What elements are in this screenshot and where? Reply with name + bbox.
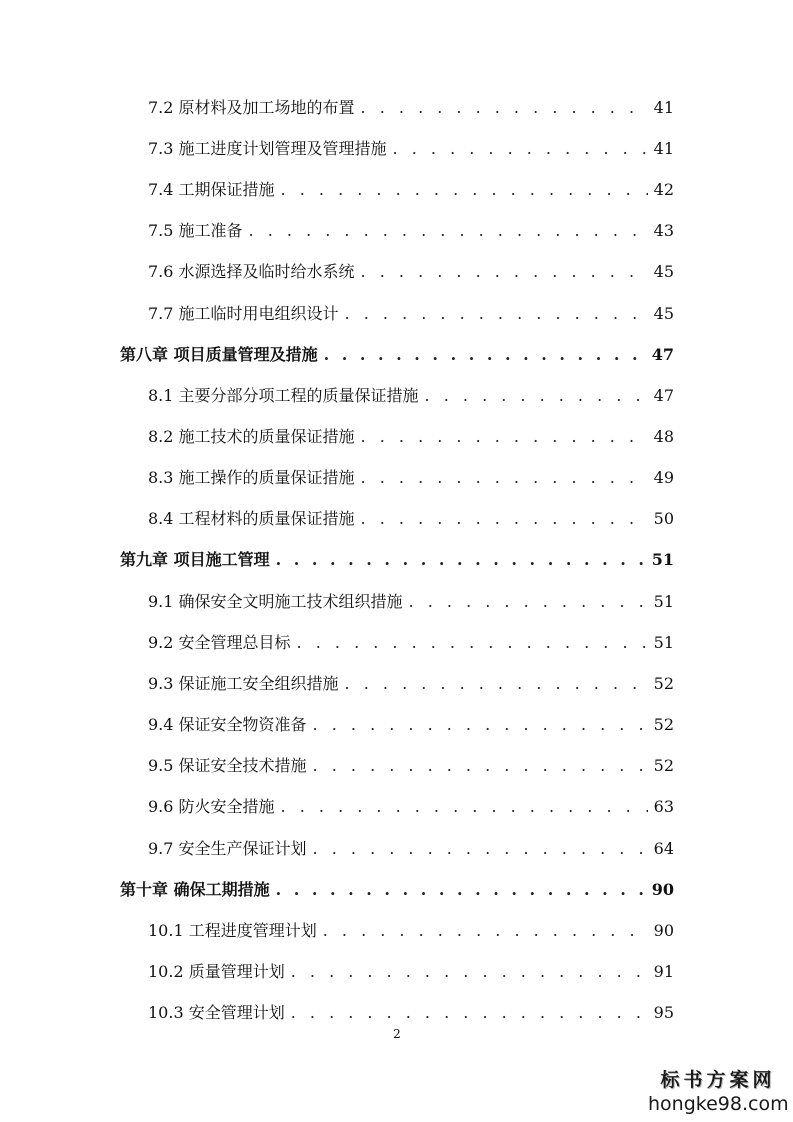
toc-entry-title: 8.4 工程材料的质量保证措施 [148,509,355,528]
toc-entry-title: 9.6 防火安全措施 [148,797,275,816]
toc-entry [148,302,674,326]
toc-entry [148,384,674,408]
toc-entry-page: 51 [653,633,674,652]
toc-entry-title: 7.5 施工准备 [148,221,243,240]
toc-entry [148,713,674,737]
toc-entry-title: 7.4 工期保证措施 [148,180,275,199]
toc-entry-page: 49 [653,468,674,487]
toc-entry [148,507,674,531]
toc-entry-page: 41 [653,98,674,117]
toc-entry-title: 9.2 安全管理总目标 [148,633,291,652]
toc-entry-title: 7.2 原材料及加工场地的布置 [148,98,355,117]
toc-entry [148,1001,674,1025]
toc-entry [148,260,674,284]
toc-entry [148,919,674,943]
toc-entry-title: 9.1 确保安全文明施工技术组织措施 [148,592,403,611]
toc-entry-page: 90 [653,921,674,940]
toc-entry [148,219,674,243]
toc-entry-title: 10.1 工程进度管理计划 [148,921,317,940]
toc-entry-title: 8.3 施工操作的质量保证措施 [148,468,355,487]
dot-leader [409,590,648,614]
toc-entry [148,96,674,120]
toc-entry-page: 52 [653,715,674,734]
dot-leader [313,837,648,861]
dot-leader [313,754,648,778]
toc-entry-title: 9.4 保证安全物资准备 [148,715,307,734]
dot-leader [291,960,648,984]
dot-leader [323,919,648,943]
toc-entry-title: 第九章 项目施工管理 [120,550,270,569]
dot-leader [297,631,648,655]
toc-entry-page: 52 [653,674,674,693]
dot-leader [361,466,648,490]
toc-entry-title: 10.2 质量管理计划 [148,962,285,981]
toc-entry-page: 64 [653,839,674,858]
toc-entry [148,425,674,449]
toc-entry [148,590,674,614]
toc-entry-title: 第十章 确保工期措施 [120,880,270,899]
toc-entry-title: 7.6 水源选择及临时给水系统 [148,262,355,281]
toc-entry-title: 8.2 施工技术的质量保证措施 [148,427,355,446]
toc-entry-page: 95 [653,1003,674,1022]
dot-leader [393,137,648,161]
watermark-url: hongke98.com [648,1093,789,1115]
toc-entry-page: 90 [651,880,674,899]
toc-entry-title: 7.3 施工进度计划管理及管理措施 [148,139,387,158]
toc-entry-page: 47 [651,345,674,364]
toc-entry-page: 43 [653,221,674,240]
watermark [648,1068,788,1118]
toc-entry-page: 48 [653,427,674,446]
toc-entry [148,466,674,490]
toc-entry-page: 50 [653,509,674,528]
dot-leader [281,178,648,202]
dot-leader [249,219,648,243]
dot-leader [276,878,646,902]
toc-entry-page: 42 [653,180,674,199]
toc-chapter-entry [120,343,674,367]
dot-leader [291,1001,648,1025]
dot-leader [324,343,646,367]
toc-entry [148,960,674,984]
dot-leader [361,507,648,531]
dot-leader [425,384,648,408]
watermark-name: 标书方案网 [660,1069,776,1091]
toc-chapter-entry [120,548,674,572]
toc-entry-title: 9.7 安全生产保证计划 [148,839,307,858]
dot-leader [361,425,648,449]
toc-entry-title: 8.1 主要分部分项工程的质量保证措施 [148,386,419,405]
dot-leader [281,795,648,819]
dot-leader [361,96,648,120]
toc-entry [148,137,674,161]
toc-entry [148,178,674,202]
toc-entry-page: 51 [651,550,674,569]
toc-entry [148,754,674,778]
toc-entry [148,672,674,696]
toc-entry-page: 51 [653,592,674,611]
toc-entry-page: 45 [653,262,674,281]
toc-entry-title: 10.3 安全管理计划 [148,1003,285,1022]
toc-entry-page: 47 [653,386,674,405]
toc-entry-title: 9.3 保证施工安全组织措施 [148,674,339,693]
dot-leader [345,672,648,696]
page-number: 2 [393,1027,401,1041]
toc-entry-page: 41 [653,139,674,158]
dot-leader [361,260,648,284]
toc-entry-title: 第八章 项目质量管理及措施 [120,345,318,364]
toc-entry [148,837,674,861]
dot-leader [345,302,648,326]
toc-entry-page: 45 [653,304,674,323]
dot-leader [313,713,648,737]
toc-entry-page: 52 [653,756,674,775]
toc-entry [148,795,674,819]
toc-entry-title: 9.5 保证安全技术措施 [148,756,307,775]
dot-leader [276,548,646,572]
toc-entry-title: 7.7 施工临时用电组织设计 [148,304,339,323]
toc-entry-page: 91 [653,962,674,981]
toc-entry [148,631,674,655]
toc-chapter-entry [120,878,674,902]
toc-entry-page: 63 [653,797,674,816]
